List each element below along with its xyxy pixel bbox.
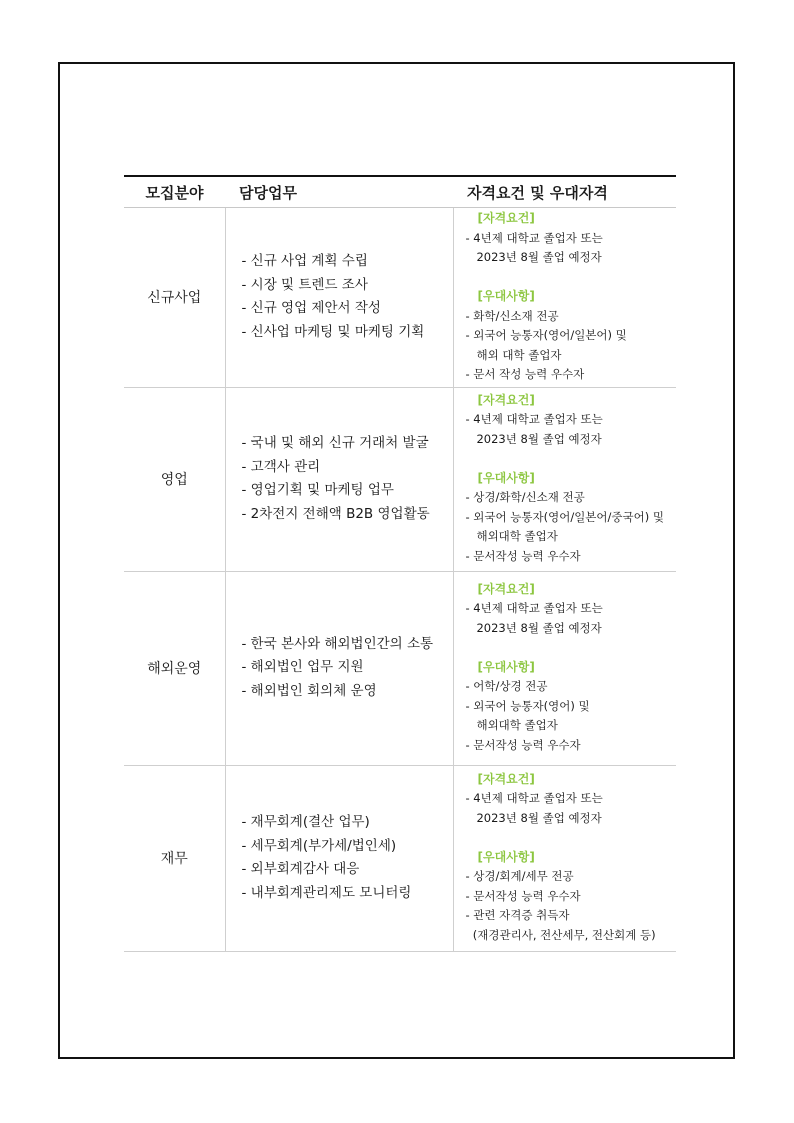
preferences-tag: [우대사항] <box>477 659 535 674</box>
duty-item: - 내부회계관리제도 모니터링 <box>241 884 412 901</box>
preference-item: - 관련 자격증 취득자 <box>465 908 570 923</box>
requirements-tag: [자격요건] <box>477 581 535 596</box>
preference-item: - 문서 작성 능력 우수자 <box>465 367 585 381</box>
header-qualifications: 자격요건 및 우대자격 <box>453 176 676 208</box>
duties-cell <box>225 387 453 571</box>
preferences-tag: [우대사항] <box>477 849 535 864</box>
qualifications-cell <box>453 387 676 571</box>
field-cell: 신규사업 <box>124 208 225 388</box>
preference-item: 해외대학 졸업자 <box>465 529 558 544</box>
requirement-item: - 4년제 대학교 졸업자 또는 <box>465 230 603 245</box>
preference-item: - 상경/회계/세무 전공 <box>465 869 574 884</box>
requirement-item: 2023년 8월 졸업 예정자 <box>465 250 602 264</box>
field-cell: 재무 <box>124 765 225 951</box>
duty-item: - 고객사 관리 <box>241 458 321 475</box>
requirement-item: 2023년 8월 졸업 예정자 <box>465 620 602 635</box>
preference-item: 해외대학 졸업자 <box>465 718 558 733</box>
requirements-tag: [자격요건] <box>477 211 535 225</box>
requirement-item: 2023년 8월 졸업 예정자 <box>465 810 602 825</box>
duty-item: - 2차전지 전해액 B2B 영업활동 <box>241 505 430 522</box>
preference-item: 해외 대학 졸업자 <box>465 347 562 362</box>
duty-item: - 한국 본사와 해외법인간의 소통 <box>241 635 434 652</box>
preference-item: - 문서작성 능력 우수자 <box>465 737 581 752</box>
table-row <box>124 571 676 765</box>
header-duties: 담당업무 <box>225 176 453 208</box>
table-row <box>124 765 676 951</box>
preference-item: - 문서작성 능력 우수자 <box>465 888 581 903</box>
table-header-row <box>124 176 676 208</box>
recruitment-table <box>124 175 676 952</box>
qualifications-cell <box>453 765 676 951</box>
requirement-item: - 4년제 대학교 졸업자 또는 <box>465 601 603 616</box>
duty-item: - 재무회계(결산 업무) <box>241 814 370 830</box>
preference-item: - 화학/신소재 전공 <box>465 308 559 323</box>
duties-cell <box>225 765 453 951</box>
preferences-tag: [우대사항] <box>477 289 535 303</box>
duty-item: - 영업기획 및 마케팅 업무 <box>241 482 394 498</box>
duty-item: - 세무회계(부가세/법인세) <box>241 837 397 854</box>
preference-item: - 상경/화학/신소재 전공 <box>465 490 585 505</box>
duty-item: - 해외법인 회의체 운영 <box>241 682 377 699</box>
field-cell: 영업 <box>124 387 225 571</box>
qualifications-cell <box>453 208 676 388</box>
qualifications-cell <box>453 571 676 765</box>
preference-item: - 어학/상경 전공 <box>465 679 548 694</box>
duty-item: - 신규 영업 제안서 작성 <box>241 300 381 317</box>
duty-item: - 신사업 마케팅 및 마케팅 기획 <box>241 323 425 340</box>
requirement-item: - 4년제 대학교 졸업자 또는 <box>465 412 603 427</box>
duties-cell <box>225 208 453 388</box>
preference-item: - 외국어 능통자(영어/일본어) 및 <box>465 328 627 342</box>
header-field: 모집분야 <box>124 176 225 208</box>
table-row <box>124 387 676 571</box>
requirement-item: - 4년제 대학교 졸업자 또는 <box>465 791 603 806</box>
duty-item: - 외부회계감사 대응 <box>241 861 360 877</box>
duty-item: - 시장 및 트렌드 조사 <box>241 276 368 293</box>
requirements-tag: [자격요건] <box>477 392 535 407</box>
duty-item: - 신규 사업 계획 수립 <box>241 253 368 270</box>
field-cell: 해외운영 <box>124 571 225 765</box>
duty-item: - 해외법인 업무 지원 <box>241 659 364 676</box>
duty-item: - 국내 및 해외 신규 거래처 발굴 <box>241 435 429 451</box>
preferences-tag: [우대사항] <box>477 470 535 485</box>
requirement-item: 2023년 8월 졸업 예정자 <box>465 431 602 446</box>
preference-item: - 외국어 능통자(영어/일본어/중국어) 및 <box>465 509 664 524</box>
duties-cell <box>225 571 453 765</box>
preference-item: (재경관리사, 전산세무, 전산회계 등) <box>465 927 656 942</box>
requirements-tag: [자격요건] <box>477 771 535 786</box>
preference-item: - 외국어 능통자(영어) 및 <box>465 698 590 713</box>
preference-item: - 문서작성 능력 우수자 <box>465 548 581 563</box>
table-row <box>124 208 676 388</box>
